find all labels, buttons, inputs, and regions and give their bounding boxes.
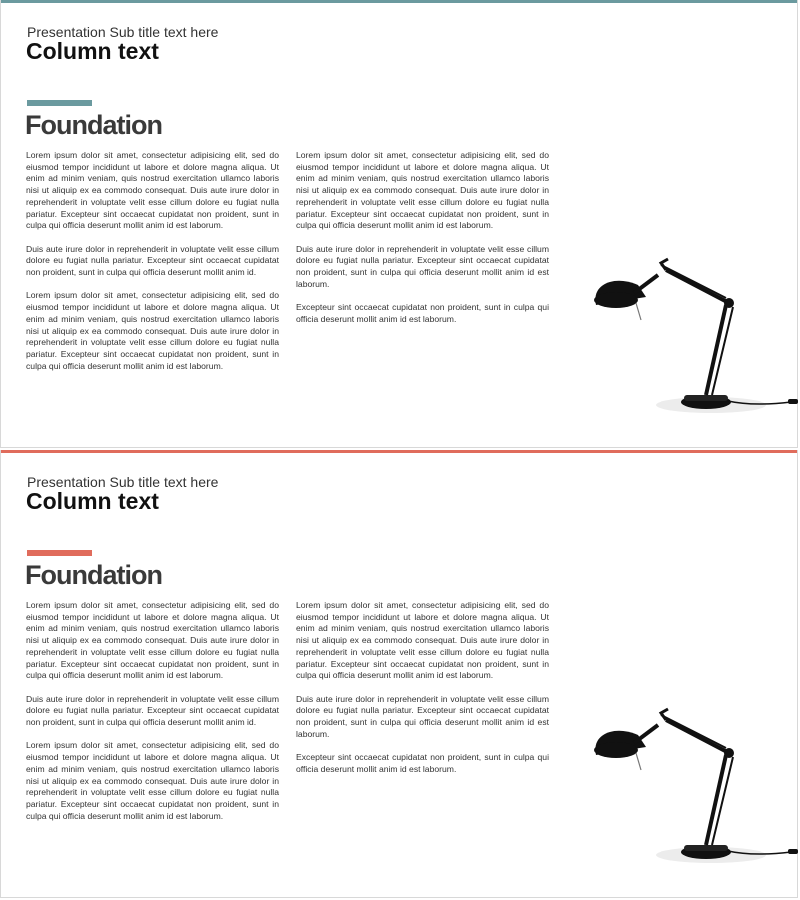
paragraph: Lorem ipsum dolor sit amet, consectetur adipisicing elit, sed do eiusmod tempor incididunt ut labore et dolore magna aliqua. Ut enim ad minim veniam, quis nostrud exercitation ullamco laboris nisi ut aliquip ex ea commodo consequat. Duis aute irure dolor in reprehenderit in voluptate velit esse cillum dolore eu fugiat nulla pariatur. Excepteur sint occaecat cupidatat non proident, sunt in culpa qui officia deserunt mollit anim id est laborum. (26, 600, 279, 681)
paragraph: Duis aute irure dolor in reprehenderit in voluptate velit esse cillum dolore eu fugiat nulla pariatur. Excepteur sint occaecat cupidatat non proident, sunt in culpa qui officia deserunt mollit anim id. (26, 693, 279, 728)
paragraph: Duis aute irure dolor in reprehenderit in voluptate velit esse cillum dolore eu fugiat nulla pariatur. Excepteur sint occaecat cupidatat non proident, sunt in culpa qui officia deserunt mollit anim id est laborum. (296, 693, 549, 739)
paragraph: Lorem ipsum dolor sit amet, consectetur adipisicing elit, sed do eiusmod tempor incididunt ut labore et dolore magna aliqua. Ut enim ad minim veniam, quis nostrud exercitation ullamco laboris nisi ut aliquip ex ea commodo consequat. Duis aute irure dolor in reprehenderit in voluptate velit esse cillum dolore eu fugiat nulla pariatur. Excepteur sint occaecat cupidatat non proident, sunt in culpa qui officia deserunt mollit anim id est laborum. (26, 150, 279, 231)
text-column-right (296, 150, 549, 337)
slide-1 (0, 0, 798, 448)
paragraph: Excepteur sint occaecat cupidatat non proident, sunt in culpa qui officia deserunt mollit anim id est laborum. (296, 302, 549, 324)
desk-lamp-icon (576, 695, 800, 870)
slide-2 (0, 450, 798, 898)
slide-title: Column text (26, 488, 159, 514)
paragraph: Lorem ipsum dolor sit amet, consectetur adipisicing elit, sed do eiusmod tempor incididunt ut labore et dolore magna aliqua. Ut enim ad minim veniam, quis nostrud exercitation ullamco laboris nisi ut aliquip ex ea commodo consequat. Duis aute irure dolor in reprehenderit in voluptate velit esse cillum dolore eu fugiat nulla pariatur. Excepteur sint occaecat cupidatat non proident, sunt in culpa qui officia deserunt mollit anim id est laborum. (296, 150, 549, 231)
paragraph: Excepteur sint occaecat cupidatat non proident, sunt in culpa qui officia deserunt mollit anim id est laborum. (296, 752, 549, 774)
paragraph: Lorem ipsum dolor sit amet, consectetur adipisicing elit, sed do eiusmod tempor incididunt ut labore et dolore magna aliqua. Ut enim ad minim veniam, quis nostrud exercitation ullamco laboris nisi ut aliquip ex ea commodo consequat. Duis aute irure dolor in reprehenderit in voluptate velit esse cillum dolore eu fugiat nulla pariatur. Excepteur sint occaecat cupidatat non proident, sunt in culpa qui officia deserunt mollit anim id est laborum. (26, 290, 279, 371)
accent-bar (27, 550, 92, 556)
section-heading: Foundation (25, 560, 162, 590)
top-rule (1, 450, 797, 453)
top-rule (1, 0, 797, 3)
desk-lamp-icon (576, 245, 800, 420)
paragraph: Duis aute irure dolor in reprehenderit in voluptate velit esse cillum dolore eu fugiat nulla pariatur. Excepteur sint occaecat cupidatat non proident, sunt in culpa qui officia deserunt mollit anim id est laborum. (296, 243, 549, 289)
paragraph: Lorem ipsum dolor sit amet, consectetur adipisicing elit, sed do eiusmod tempor incididunt ut labore et dolore magna aliqua. Ut enim ad minim veniam, quis nostrud exercitation ullamco laboris nisi ut aliquip ex ea commodo consequat. Duis aute irure dolor in reprehenderit in voluptate velit esse cillum dolore eu fugiat nulla pariatur. Excepteur sint occaecat cupidatat non proident, sunt in culpa qui officia deserunt mollit anim id est laborum. (296, 600, 549, 681)
text-column-left (26, 600, 279, 834)
section-heading: Foundation (25, 110, 162, 140)
text-column-left (26, 150, 279, 384)
accent-bar (27, 100, 92, 106)
text-column-right (296, 600, 549, 787)
slide-subtitle: Presentation Sub title text here (27, 474, 219, 490)
slide-title: Column text (26, 38, 159, 64)
paragraph: Lorem ipsum dolor sit amet, consectetur adipisicing elit, sed do eiusmod tempor incididunt ut labore et dolore magna aliqua. Ut enim ad minim veniam, quis nostrud exercitation ullamco laboris nisi ut aliquip ex ea commodo consequat. Duis aute irure dolor in reprehenderit in voluptate velit esse cillum dolore eu fugiat nulla pariatur. Excepteur sint occaecat cupidatat non proident, sunt in culpa qui officia deserunt mollit anim id est laborum. (26, 740, 279, 821)
slide-subtitle: Presentation Sub title text here (27, 24, 219, 40)
paragraph: Duis aute irure dolor in reprehenderit in voluptate velit esse cillum dolore eu fugiat nulla pariatur. Excepteur sint occaecat cupidatat non proident, sunt in culpa qui officia deserunt mollit anim id. (26, 243, 279, 278)
